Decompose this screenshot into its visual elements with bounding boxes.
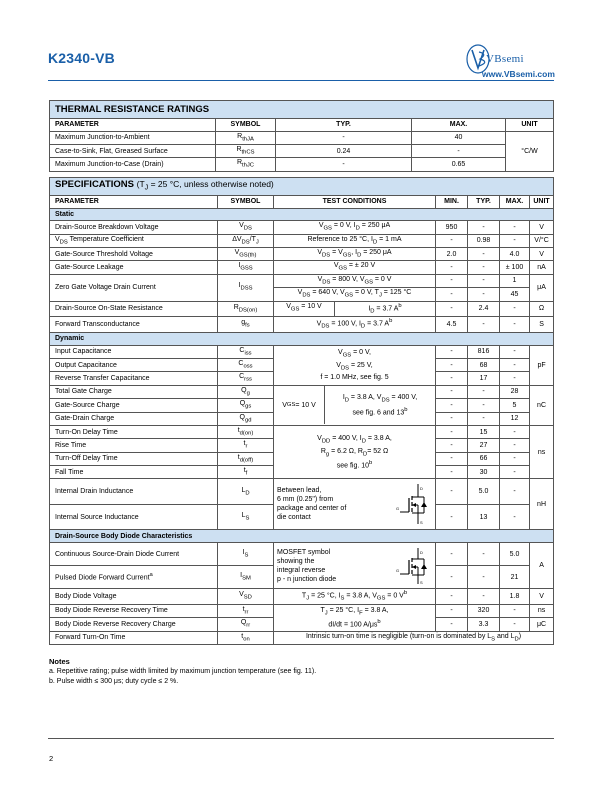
svg-text:G: G	[396, 506, 400, 512]
param-cell: Turn-Off Delay Time	[50, 452, 218, 465]
param-cell: Gate-Source Leakage	[50, 261, 218, 274]
table-row	[50, 317, 554, 333]
min-cell: -	[436, 345, 468, 358]
table-row	[50, 604, 554, 617]
symbol-cell: $R_{thJA}$	[216, 131, 276, 144]
symbol-cell: $\Delta V_{DS}/T_J$	[218, 234, 274, 247]
mosfet-symbol-icon	[396, 482, 432, 526]
col-header: SYMBOL	[218, 196, 274, 209]
symbol-cell: $R_{thJC}$	[216, 158, 276, 171]
typ-cell: 17	[468, 372, 500, 385]
symbol-cell: $C_{rss}$	[218, 372, 274, 385]
col-header: PARAMETER	[50, 196, 218, 209]
thermal-resistance-table	[49, 100, 554, 172]
typ-cell: -	[276, 131, 412, 144]
col-header: TYP.	[468, 196, 500, 209]
param-cell: Rise Time	[50, 439, 218, 452]
cond-cell: $V_{GS}$ = ± 20 V	[274, 261, 436, 274]
max-cell: 21	[500, 566, 530, 589]
unit-cell: V	[530, 247, 554, 260]
typ-cell: 5.0	[468, 479, 500, 505]
typ-cell: -	[468, 288, 500, 301]
cond-cell: $V_{DD} = 400$ V, $I_D = 3.8$ A, $R_g = 6.2$ Ω, $R_D= 52$ Ω see fig. 10$^b$	[274, 425, 436, 479]
max-cell: ± 100	[500, 261, 530, 274]
min-cell: -	[436, 358, 468, 371]
typ-cell: 0.98	[468, 234, 500, 247]
param-cell: Drain-Source Breakdown Voltage	[50, 221, 218, 234]
cond-cell: $T_J = 25$ °C, $I_S = 3.8$ A, $V_{GS} = 0$ $V^b$	[274, 589, 436, 605]
symbol-cell: $I_S$	[218, 543, 274, 566]
min-cell: -	[436, 425, 468, 438]
note-a: a. Repetitive rating; pulse width limited by maximum junction temperature (see fig. 11).	[49, 668, 317, 675]
unit-cell: A	[530, 543, 554, 589]
cond-cell: $T_J = 25$ °C, $I_F = 3.8$ A, dI/dt = 100 $A/\mu s^b$	[274, 604, 436, 631]
typ-cell: 13	[468, 505, 500, 530]
param-cell: Turn-On Delay Time	[50, 425, 218, 438]
col-header: UNIT	[506, 119, 554, 132]
min-cell: -	[436, 505, 468, 530]
typ-cell: 2.4	[468, 301, 500, 317]
param-cell: Pulsed Diode Forward Current$^a$	[50, 566, 218, 589]
min-cell: 4.5	[436, 317, 468, 333]
symbol-cell: $t_f$	[218, 466, 274, 479]
typ-cell: -	[468, 385, 500, 398]
param-cell: Input Capacitance	[50, 345, 218, 358]
max-cell: -	[500, 234, 530, 247]
min-cell: -	[436, 301, 468, 317]
param-cell: Body Diode Reverse Recovery Time	[50, 604, 218, 617]
svg-text:D: D	[420, 486, 423, 492]
typ-cell: -	[276, 158, 412, 171]
max-cell: -	[500, 452, 530, 465]
param-cell: Total Gate Charge	[50, 385, 218, 398]
typ-cell: -	[468, 221, 500, 234]
symbol-cell: $Q_{rr}$	[218, 618, 274, 631]
max-cell: 1.8	[500, 589, 530, 605]
max-cell: -	[500, 358, 530, 371]
param-cell: $V_{DS}$ Temperature Coefficient	[50, 234, 218, 247]
min-cell: -	[436, 604, 468, 617]
symbol-cell: $t_r$	[218, 439, 274, 452]
table-row	[50, 131, 554, 144]
group-dynamic: Dynamic	[50, 332, 554, 345]
part-number-title: K2340-VB	[48, 50, 115, 66]
min-cell: -	[436, 412, 468, 425]
svg-text:D: D	[420, 549, 423, 555]
unit-cell: S	[530, 317, 554, 333]
unit-cell: pF	[530, 345, 554, 385]
symbol-cell: $Q_{gs}$	[218, 399, 274, 412]
unit-cell: V/°C	[530, 234, 554, 247]
mosfet-diode-symbol-icon	[396, 546, 432, 586]
col-header: PARAMETER	[50, 119, 216, 132]
param-cell: Reverse Transfer Capacitance	[50, 372, 218, 385]
typ-cell: 30	[468, 466, 500, 479]
unit-cell: V	[530, 221, 554, 234]
cond-cell: $V_{DS} = 100$ V, $I_D = 3.7$ $A^b$	[274, 317, 436, 333]
param-cell: Maximum Junction-to-Case (Drain)	[50, 158, 216, 171]
specs-section-title: SPECIFICATIONS ($T_J = 25$ °C, unless otherwise noted)	[50, 178, 554, 196]
cond-cell: $V_{GS} = 10$ V $I_D = 3.7$ $A^b$	[274, 301, 436, 317]
typ-cell: 320	[468, 604, 500, 617]
symbol-cell: $t_{on}$	[218, 631, 274, 644]
group-static: Static	[50, 208, 554, 221]
cond-cell: $V_{DS} = 640$ V, $V_{GS} = 0$ V, $T_J = 125$ °C	[274, 288, 436, 301]
notes-title: Notes	[49, 657, 70, 666]
param-cell: Gate-Source Charge	[50, 399, 218, 412]
typ-cell: -	[468, 412, 500, 425]
param-cell: Fall Time	[50, 466, 218, 479]
cond-cell: $V_{GS} = 0$ V, $I_D = 250$ μA	[274, 221, 436, 234]
unit-cell: V	[530, 589, 554, 605]
unit-cell: Ω	[530, 301, 554, 317]
cond-cell: Reference to 25 °C, $I_D = 1$ mA	[274, 234, 436, 247]
table-row	[50, 543, 554, 566]
page-number: 2	[49, 754, 54, 763]
min-cell: -	[436, 566, 468, 589]
col-header: MAX.	[412, 119, 506, 132]
col-header: TYP.	[276, 119, 412, 132]
min-cell: -	[436, 399, 468, 412]
col-header: TEST CONDITIONS	[274, 196, 436, 209]
min-cell: -	[436, 466, 468, 479]
max-cell: 28	[500, 385, 530, 398]
param-cell: Gate-Source Threshold Voltage	[50, 247, 218, 260]
min-cell: -	[436, 618, 468, 631]
symbol-cell: $I_{GSS}$	[218, 261, 274, 274]
typ-cell: 0.24	[276, 144, 412, 157]
typ-cell: 816	[468, 345, 500, 358]
typ-cell: 68	[468, 358, 500, 371]
typ-cell: 27	[468, 439, 500, 452]
symbol-cell: $V_{GS(th)}$	[218, 247, 274, 260]
symbol-cell: $t_{d(on)}$	[218, 425, 274, 438]
typ-cell: -	[468, 589, 500, 605]
table-row	[50, 631, 554, 644]
max-cell: -	[412, 144, 506, 157]
min-cell: -	[436, 452, 468, 465]
typ-cell: -	[468, 247, 500, 260]
max-cell: -	[500, 479, 530, 505]
max-cell: -	[500, 317, 530, 333]
table-row	[50, 221, 554, 234]
unit-cell: μA	[530, 274, 554, 301]
symbol-cell: $R_{thCS}$	[216, 144, 276, 157]
table-row	[50, 589, 554, 605]
unit-cell: nC	[530, 385, 554, 425]
max-cell: 1	[500, 274, 530, 287]
cond-cell: V GS = 10 V $I_D = 3.8$ A, $V_{DS} = 400$ V, see fig. 6 and 13$^b$	[274, 385, 436, 425]
max-cell: 40	[412, 131, 506, 144]
symbol-cell: $I_{SM}$	[218, 566, 274, 589]
cond-cell: $V_{DS} = V_{GS}$, $I_D = 250$ μA	[274, 247, 436, 260]
param-cell: Body Diode Voltage	[50, 589, 218, 605]
param-cell: Drain-Source On-State Resistance	[50, 301, 218, 317]
unit-cell: ns	[530, 604, 554, 617]
min-cell: 950	[436, 221, 468, 234]
unit-cell: nH	[530, 479, 554, 530]
table-row	[50, 158, 554, 171]
param-cell: Internal Source Inductance	[50, 505, 218, 530]
max-cell: 0.65	[412, 158, 506, 171]
unit-cell: ns	[530, 425, 554, 479]
symbol-cell: $C_{oss}$	[218, 358, 274, 371]
table-row	[50, 261, 554, 274]
symbol-cell: $g_{fs}$	[218, 317, 274, 333]
thermal-section-title: THERMAL RESISTANCE RATINGS	[50, 101, 554, 119]
param-cell: Case-to-Sink, Flat, Greased Surface	[50, 144, 216, 157]
min-cell: -	[436, 372, 468, 385]
max-cell: -	[500, 439, 530, 452]
specifications-table	[49, 177, 554, 645]
param-cell: Forward Transconductance	[50, 317, 218, 333]
table-row	[50, 425, 554, 438]
table-row	[50, 247, 554, 260]
max-cell: 5	[500, 399, 530, 412]
cond-cell: Intrinsic turn-on time is negligible (turn-on is dominated by $L_S$ and $L_D$)	[274, 631, 554, 644]
param-cell: Maximum Junction-to-Ambient	[50, 131, 216, 144]
max-cell: -	[500, 618, 530, 631]
header-rule	[48, 80, 554, 81]
cond-cell: MOSFET symbol showing the integral reverse p - n junction diode D G S	[274, 543, 436, 589]
cond-cell: $V_{GS} = 0$ V, $V_{DS} = 25$ V, f = 1.0 MHz, see fig. 5	[274, 345, 436, 385]
min-cell: -	[436, 288, 468, 301]
symbol-cell: $V_{SD}$	[218, 589, 274, 605]
max-cell: 12	[500, 412, 530, 425]
symbol-cell: $I_{DSS}$	[218, 274, 274, 301]
col-header: MAX.	[500, 196, 530, 209]
symbol-cell: $V_{DS}$	[218, 221, 274, 234]
symbol-cell: $L_D$	[218, 479, 274, 505]
symbol-cell: $L_S$	[218, 505, 274, 530]
param-cell: Body Diode Reverse Recovery Charge	[50, 618, 218, 631]
symbol-cell: $t_{rr}$	[218, 604, 274, 617]
param-cell: Continuous Source-Drain Diode Current	[50, 543, 218, 566]
symbol-cell: $t_{d(off)}$	[218, 452, 274, 465]
symbol-cell: $C_{iss}$	[218, 345, 274, 358]
max-cell: -	[500, 221, 530, 234]
col-header: MIN.	[436, 196, 468, 209]
min-cell: -	[436, 385, 468, 398]
brand-name: VBsemi	[486, 53, 524, 65]
typ-cell: 66	[468, 452, 500, 465]
brand-url[interactable]: www.VBsemi.com	[482, 69, 555, 79]
table-row	[50, 345, 554, 358]
cond-cell: Between lead, 6 mm (0.25") from package and center of die contact D G S	[274, 479, 436, 530]
param-cell: Zero Gate Voltage Drain Current	[50, 274, 218, 301]
param-cell: Gate-Drain Charge	[50, 412, 218, 425]
symbol-cell: $R_{DS(on)}$	[218, 301, 274, 317]
table-row	[50, 385, 554, 398]
min-cell: -	[436, 261, 468, 274]
svg-text:G: G	[396, 567, 400, 573]
max-cell: 5.0	[500, 543, 530, 566]
typ-cell: -	[468, 399, 500, 412]
param-cell: Output Capacitance	[50, 358, 218, 371]
table-row	[50, 234, 554, 247]
max-cell: -	[500, 466, 530, 479]
col-header: SYMBOL	[216, 119, 276, 132]
min-cell: 2.0	[436, 247, 468, 260]
table-row	[50, 479, 554, 505]
unit-cell: nA	[530, 261, 554, 274]
col-header: UNIT	[530, 196, 554, 209]
unit-cell: °C/W	[506, 131, 554, 171]
typ-cell: 15	[468, 425, 500, 438]
unit-cell: μC	[530, 618, 554, 631]
table-row	[50, 301, 554, 317]
table-row	[50, 274, 554, 287]
notes	[49, 657, 316, 687]
group-diode: Drain-Source Body Diode Characteristics	[50, 530, 554, 543]
svg-text:S: S	[420, 579, 423, 585]
cond-cell: $V_{DS} = 800$ V, $V_{GS} = 0$ V	[274, 274, 436, 287]
min-cell: -	[436, 439, 468, 452]
min-cell: -	[436, 234, 468, 247]
note-b: b. Pulse width ≤ 300 μs; duty cycle ≤ 2 %.	[49, 678, 179, 685]
max-cell: 45	[500, 288, 530, 301]
max-cell: -	[500, 372, 530, 385]
footer-rule	[48, 738, 554, 739]
max-cell: -	[500, 345, 530, 358]
min-cell: -	[436, 589, 468, 605]
typ-cell: 3.3	[468, 618, 500, 631]
param-cell: Forward Turn-On Time	[50, 631, 218, 644]
min-cell: -	[436, 479, 468, 505]
typ-cell: -	[468, 566, 500, 589]
max-cell: -	[500, 425, 530, 438]
min-cell: -	[436, 543, 468, 566]
typ-cell: -	[468, 317, 500, 333]
svg-text:S: S	[420, 520, 423, 526]
symbol-cell: $Q_g$	[218, 385, 274, 398]
max-cell: -	[500, 604, 530, 617]
max-cell: -	[500, 505, 530, 530]
max-cell: -	[500, 301, 530, 317]
min-cell: -	[436, 274, 468, 287]
symbol-cell: $Q_{gd}$	[218, 412, 274, 425]
typ-cell: -	[468, 261, 500, 274]
typ-cell: -	[468, 274, 500, 287]
typ-cell: -	[468, 543, 500, 566]
max-cell: 4.0	[500, 247, 530, 260]
param-cell: Internal Drain Inductance	[50, 479, 218, 505]
table-row	[50, 144, 554, 157]
